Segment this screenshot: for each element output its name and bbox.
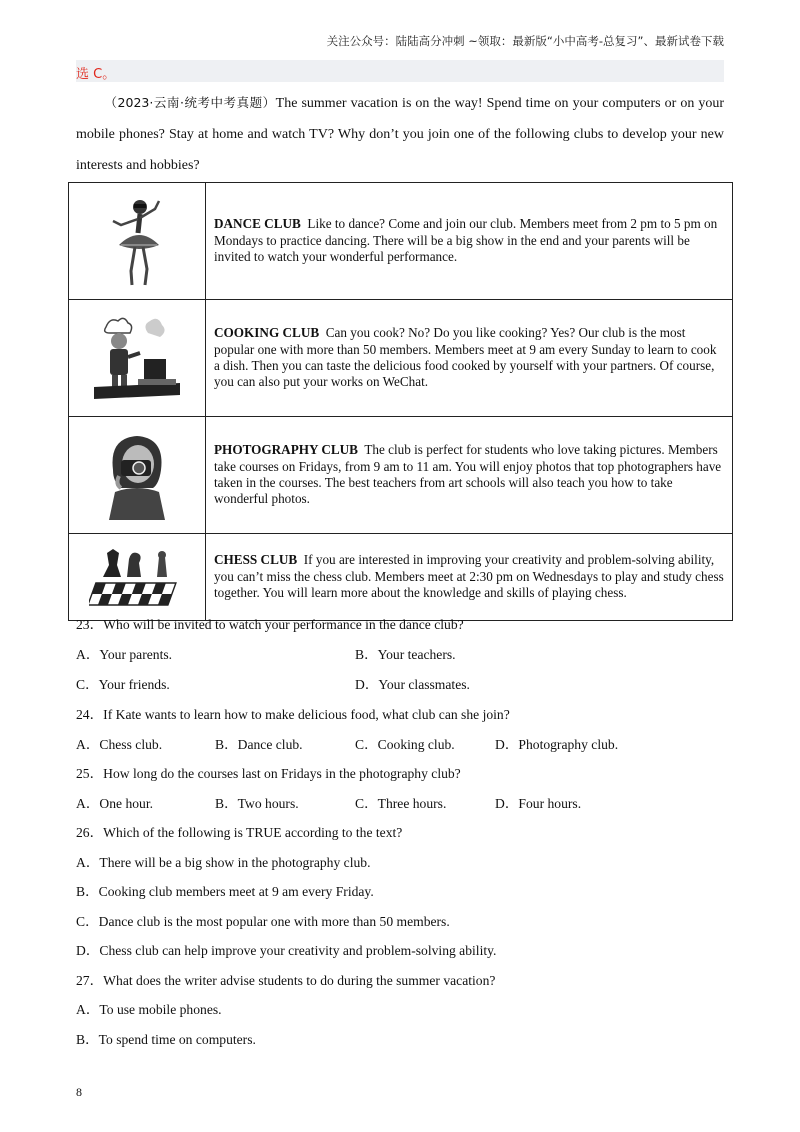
club-image-cell: [69, 534, 206, 621]
club-title: DANCE CLUB: [214, 216, 301, 232]
answer-option[interactable]: B．Two hours.: [215, 796, 299, 811]
club-row-chess: [69, 534, 733, 621]
photographer-icon: [69, 430, 205, 520]
answer-option[interactable]: A．Chess club.: [76, 737, 163, 752]
answer-option[interactable]: A．There will be a big show in the photography club.: [76, 855, 371, 870]
club-description: [206, 534, 733, 621]
club-row-cooking: [69, 300, 733, 417]
answer-option[interactable]: B．Dance club.: [215, 737, 303, 752]
club-title: CHESS CLUB: [214, 552, 298, 568]
answer-option[interactable]: C．Three hours.: [355, 796, 447, 811]
ballerina-icon: [69, 195, 205, 287]
club-title: PHOTOGRAPHY CLUB: [214, 442, 358, 458]
answer-option[interactable]: D．Four hours.: [495, 796, 582, 811]
answer-option[interactable]: D．Your classmates.: [355, 677, 470, 692]
answer-option[interactable]: D．Chess club can help improve your creativity and problem-solving ability.: [76, 943, 497, 958]
club-image-cell: [69, 183, 206, 300]
answer-option[interactable]: C．Cooking club.: [355, 737, 455, 752]
club-image-cell: [69, 417, 206, 534]
club-row-dance: [69, 183, 733, 300]
club-text: Like to dance? Come and join our club. Members meet from 2 pm to 5 pm on Mondays to practice dancing. There will be a big show in the end and your parents will be invited to watch your wonderful performance.: [214, 216, 718, 265]
question-stem: 23．Who will be invited to watch your performance in the dance club?: [76, 617, 464, 632]
answer-highlight: [76, 60, 724, 82]
question-stem: 25．How long do the courses last on Fridays in the photography club?: [76, 766, 461, 781]
answer-option[interactable]: A．To use mobile phones.: [76, 1002, 222, 1017]
club-text: The club is perfect for students who love taking pictures. Members take courses on Fridays, from 9 am to 11 am. You will enjoy photos that top photographers have taken in the courses. The best teachers from art schools will also teach you how to take wonderful photos.: [214, 442, 722, 507]
club-text: Can you cook? No? Do you like cooking? Yes? Our club is the most popular one with more than 50 members. Members meet at 9 am every Sunday to learn to cook a dish. Then you can taste the delicious food cooked by yourself with your partners. Of course, you can also put your works on WeChat.: [214, 325, 717, 390]
club-text: If you are interested in improving your creativity and problem-solving ability, you can’t miss the chess club. Members meet at 2:30 pm on Wednesdays to play and study chess together. You will learn more about the knowledge and skills of playing chess.: [214, 552, 724, 601]
answer-option[interactable]: B．Your teachers.: [355, 647, 456, 662]
club-description: [206, 300, 733, 417]
chessboard-icon: [69, 547, 205, 607]
club-description: [206, 183, 733, 300]
intro-text: The summer vacation is on the way! Spend time on your computers or on your mobile phones? Stay at home and watch TV? Why don’t you join one of the following clubs to develop your new interests and hobbies?: [76, 96, 725, 173]
answer-option[interactable]: A．One hour.: [76, 796, 154, 811]
chef-icon: [69, 313, 205, 403]
answer-line: 选 C。: [76, 67, 116, 82]
question-stem: 24．If Kate wants to learn how to make delicious food, what club can she join?: [76, 707, 510, 722]
question-stem: 26．Which of the following is TRUE according to the text?: [76, 825, 403, 840]
answer-option[interactable]: D．Photography club.: [495, 737, 619, 752]
club-title: COOKING CLUB: [214, 325, 320, 341]
club-row-photography: [69, 417, 733, 534]
club-description: [206, 417, 733, 534]
answer-option[interactable]: C．Your friends.: [76, 677, 170, 692]
answer-option[interactable]: A．Your parents.: [76, 647, 173, 662]
clubs-table: [68, 182, 733, 621]
club-image-cell: [69, 300, 206, 417]
question-source: （2023·云南·统考中考真题）: [104, 95, 276, 110]
answer-option[interactable]: C．Dance club is the most popular one with more than 50 members.: [76, 914, 450, 929]
answer-option[interactable]: B．To spend time on computers.: [76, 1032, 256, 1047]
question-stem: 27．What does the writer advise students to do during the summer vacation?: [76, 973, 496, 988]
answer-option[interactable]: B．Cooking club members meet at 9 am every Friday.: [76, 884, 374, 899]
page-header: 关注公众号：陆陆高分冲刺 ~领取：最新版“小中高考-总复习”、最新试卷下载: [326, 34, 724, 48]
page-number: 8: [76, 1085, 82, 1099]
intro-paragraph: [76, 87, 724, 181]
